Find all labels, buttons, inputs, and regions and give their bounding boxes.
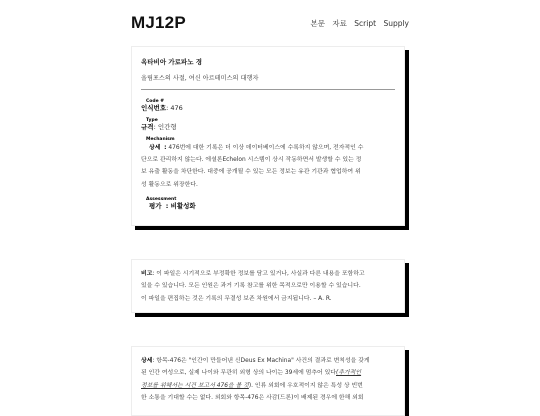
code-field xyxy=(141,99,395,112)
detail-line-2 xyxy=(141,367,395,379)
code-value: : 476 xyxy=(166,104,183,112)
note-line-1-text: : 이 파일은 시기적으로 부정확한 정보를 담고 있거나, 사실과 다른 내용을 포함하고 xyxy=(152,271,365,277)
nav-link-archive[interactable]: 자료 xyxy=(332,19,347,28)
mechanism-line-3: 보 유출 활동을 차단한다. 대중에 공개될 수 있는 모든 정보는 유관 기관과 협업하여 위 xyxy=(141,169,361,176)
detail-line-4: 한 소통을 기대할 수는 없다. 외회와 항목-476은 사감(드론)이 배제된 경우에 한해 외회 xyxy=(141,394,364,401)
type-row xyxy=(141,123,395,131)
note-line-3: 이 파일을 편집하는 것은 기록의 무결성 보존 차원에서 금지됩니다. – A. R. xyxy=(141,295,332,302)
nav-link-script[interactable]: Script xyxy=(354,19,377,28)
detail-card xyxy=(131,346,405,416)
note-line-1 xyxy=(141,268,395,280)
profile-title: 옥타비아 가로파노 경 xyxy=(141,58,203,66)
code-row xyxy=(141,104,395,112)
note-card xyxy=(131,259,405,313)
mechanism-line-4: 성 활동으로 위장한다. xyxy=(141,181,198,188)
mechanism-caption: Mechanism xyxy=(146,137,175,142)
assessment-value: : 비활성화 xyxy=(165,201,196,210)
mechanism-label: 상세 xyxy=(149,145,161,151)
mechanism-line-1: 476번에 대한 기록은 더 이상 데이터베이스에 수록하지 않으며, 전자적인 수 xyxy=(168,145,364,151)
detail-line-2a: 된 인간 여성으로, 실제 나이와 무관히 외형 상의 나이는 39세에 멈추어 있다 xyxy=(141,370,336,377)
assessment-row xyxy=(141,202,395,210)
code-label: 인식번호 xyxy=(141,104,167,112)
mechanism-line-2: 단으로 관리하지 않는다. 에셜론Echelon 시스템이 상시 작동하면서 발생할 수 있는 정 xyxy=(141,157,362,164)
type-label: 규격 xyxy=(141,123,154,131)
detail-line-3b: ). 인류 외회에 우호적이지 않은 특성 상 빈번 xyxy=(248,382,363,389)
mechanism-line xyxy=(141,142,395,154)
assessment-caption: Assessment xyxy=(146,196,177,202)
type-caption: Type xyxy=(146,118,158,123)
detail-line-1 xyxy=(141,355,395,367)
type-field xyxy=(141,118,395,131)
assessment-label: 평가 xyxy=(149,201,162,210)
note-label: 비고 xyxy=(141,271,153,277)
assessment-field xyxy=(141,197,395,210)
profile-subtitle: 올림포스의 사절, 여신 아르테미스의 대행자 xyxy=(141,73,395,90)
detail-label: 상세 xyxy=(141,358,153,364)
top-bar xyxy=(0,0,540,40)
detail-line-1a: : 항목-476은 "인간이 만들어낸 신 xyxy=(152,358,241,364)
detail-line-1c: " 사건의 결과로 변칙성을 갖게 xyxy=(291,358,370,364)
mechanism-sep: : xyxy=(164,145,167,151)
type-value: : 인간형 xyxy=(153,123,177,131)
nav-link-main[interactable]: 본문 xyxy=(310,19,325,28)
main-nav xyxy=(306,18,410,29)
report-link-b[interactable]: 정보를 위해서는 시건 보고서 476을 볼 것 xyxy=(141,382,249,389)
code-caption: Code # xyxy=(146,99,165,104)
mechanism-field xyxy=(141,137,395,191)
report-link-a[interactable]: (추가적인 xyxy=(336,370,362,377)
detail-line-3 xyxy=(141,380,395,392)
mechanism-text xyxy=(141,142,395,191)
profile-card xyxy=(131,46,405,226)
site-title[interactable]: MJ12P xyxy=(131,13,186,32)
nav-link-supply[interactable]: Supply xyxy=(383,19,409,28)
detail-line-1b: Deus Ex Machina xyxy=(240,358,292,364)
note-line-2: 있을 수 있습니다. 모든 인원은 과거 기록 참고를 위한 목적으로만 이용할 수 있습니다. xyxy=(141,283,361,290)
